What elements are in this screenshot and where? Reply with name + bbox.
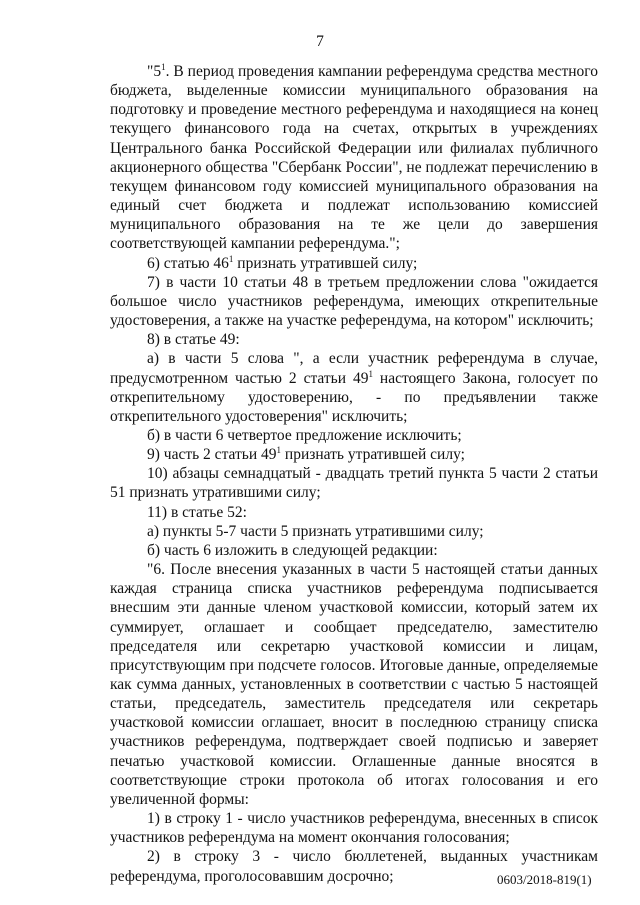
paragraph: 6) статью $46^1$ признать утратившей силу; xyxy=(147,253,418,272)
paragraph: а) в части 5 слова ", а если участник референдума в случае, предусмотренном частью 2 статьи $49^1$ настоящего Закона, голосует по открепительному удостоверению, - по предъявлении также открепительного удостоверения" исключить; xyxy=(110,350,598,425)
paragraph: б) часть 6 изложить в следующей редакции: xyxy=(147,541,438,559)
superscript-one: 1 xyxy=(368,368,373,379)
paragraph: 9) часть 2 статьи $49^1$ признать утратившей силу; xyxy=(147,445,465,464)
paragraph: а) пункты 5-7 части 5 признать утратившими силу; xyxy=(147,522,484,540)
superscript-one: 1 xyxy=(228,253,234,264)
paragraph: 2) в строку 3 - число бюллетеней, выданных участникам референдума, проголосовавшим досрочно; xyxy=(110,848,598,885)
paragraph: 1) в строку 1 - число участников референдума, внесенных в список участников референдума на момент окончания голосования; xyxy=(110,810,598,847)
paragraph: "6. После внесения указанных в части 5 настоящей статьи данных каждая страница списка участников референдума подписывается внесшим эти данные членом участковой комиссии, который затем их суммирует, оглашает и сообщает председателю, заместителю председателя или секретарю участковой комиссии и лицам, присутствующим при подсчете голосов. Итоговые данные, определяемые как сумма данных, установленных в соответствии с частью 5 настоящей статьи, председатель, заместитель председателя или секретарь участковой комиссии оглашает, вносит в последнюю страницу списка участников референдума, подтверждает своей подписью и заверяет печатью участковой комиссии. Оглашенные данные вносятся в соответствующие строки протокола об итогах голосования и его увеличенной формы: xyxy=(110,561,598,808)
paragraph: 10) абзацы семнадцатый - двадцать третий пункта 5 части 2 статьи 51 признать утратившими силу; xyxy=(110,465,598,502)
superscript-one: 1 xyxy=(161,62,166,72)
paragraph: 7) в части 10 статьи 48 в третьем предложении слова "ожидается большое число участников референдума, имеющих открепительные удостоверения, а также на участке референдума, на котором" исключить; xyxy=(110,273,598,330)
paragraph: "$5^1$. В период проведения кампании референдума средства местного бюджета, выделенные комиссии муниципального образования на подготовку и проведение местного референдума и находящиеся на конец текущего финансового года на счетах, открытых в учреждениях Центрального банка Российской Федерации или филиалах публичного акционерного общества "Сбербанк России", не подлежат перечислению в текущем финансовом году комиссией муниципального образования на единый счет бюджета и подлежат использованию комиссией муниципального образования на те же цели до завершения соответствующей кампании референдума."; xyxy=(110,62,598,253)
page-number: 7 xyxy=(316,33,324,50)
paragraph: 11) в статье 52: xyxy=(147,503,247,521)
document-body xyxy=(110,62,598,886)
superscript-one: 1 xyxy=(276,445,282,456)
document-id: 0603/2018-819(1) xyxy=(497,872,592,887)
paragraph: 8) в статье 49: xyxy=(147,331,240,349)
paragraph: б) в части 6 четвертое предложение исключить; xyxy=(147,426,462,444)
